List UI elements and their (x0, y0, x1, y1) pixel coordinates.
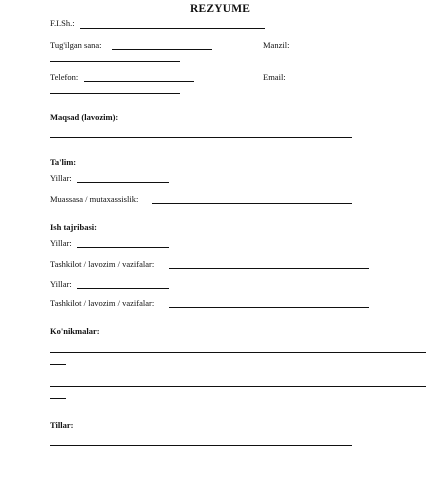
page-title: REZYUME (190, 3, 251, 15)
phone-extra-line[interactable] (50, 93, 180, 94)
birth-date-input-line[interactable] (112, 49, 212, 50)
education-institution-label: Muassasa / mutaxassislik: (50, 194, 139, 204)
objective-heading: Maqsad (lavozim): (50, 112, 119, 122)
email-label: Email: (263, 72, 286, 82)
phone-input-line[interactable] (84, 81, 194, 82)
education-years-label: Yillar: (50, 173, 72, 183)
skills-input-line-2-wrap[interactable] (50, 398, 66, 399)
skills-input-line-1[interactable] (50, 352, 426, 353)
skills-input-line-2[interactable] (50, 386, 426, 387)
languages-input-line[interactable] (50, 445, 352, 446)
birth-date-label: Tug'ilgan sana: (50, 40, 102, 50)
experience-org-input-line-1[interactable] (169, 268, 369, 269)
experience-years-label-2: Yillar: (50, 279, 72, 289)
birth-date-extra-line[interactable] (50, 61, 180, 62)
experience-years-input-line-1[interactable] (77, 247, 169, 248)
experience-years-input-line-2[interactable] (77, 288, 169, 289)
phone-label: Telefon: (50, 72, 79, 82)
objective-input-line[interactable] (50, 137, 352, 138)
experience-org-label-2: Tashkilot / lavozim / vazifalar: (50, 298, 155, 308)
experience-org-label-1: Tashkilot / lavozim / vazifalar: (50, 259, 155, 269)
languages-heading: Tillar: (50, 420, 74, 430)
education-years-input-line[interactable] (77, 182, 169, 183)
experience-heading: Ish tajribasi: (50, 222, 97, 232)
address-label: Manzil: (263, 40, 290, 50)
experience-org-input-line-2[interactable] (169, 307, 369, 308)
skills-input-line-1-wrap[interactable] (50, 364, 66, 365)
skills-heading: Ko'nikmalar: (50, 326, 100, 336)
experience-years-label-1: Yillar: (50, 238, 72, 248)
fish-label: F.I.Sh.: (50, 18, 75, 28)
education-institution-input-line[interactable] (152, 203, 352, 204)
education-heading: Ta'lim: (50, 157, 77, 167)
fish-input-line[interactable] (80, 28, 265, 29)
